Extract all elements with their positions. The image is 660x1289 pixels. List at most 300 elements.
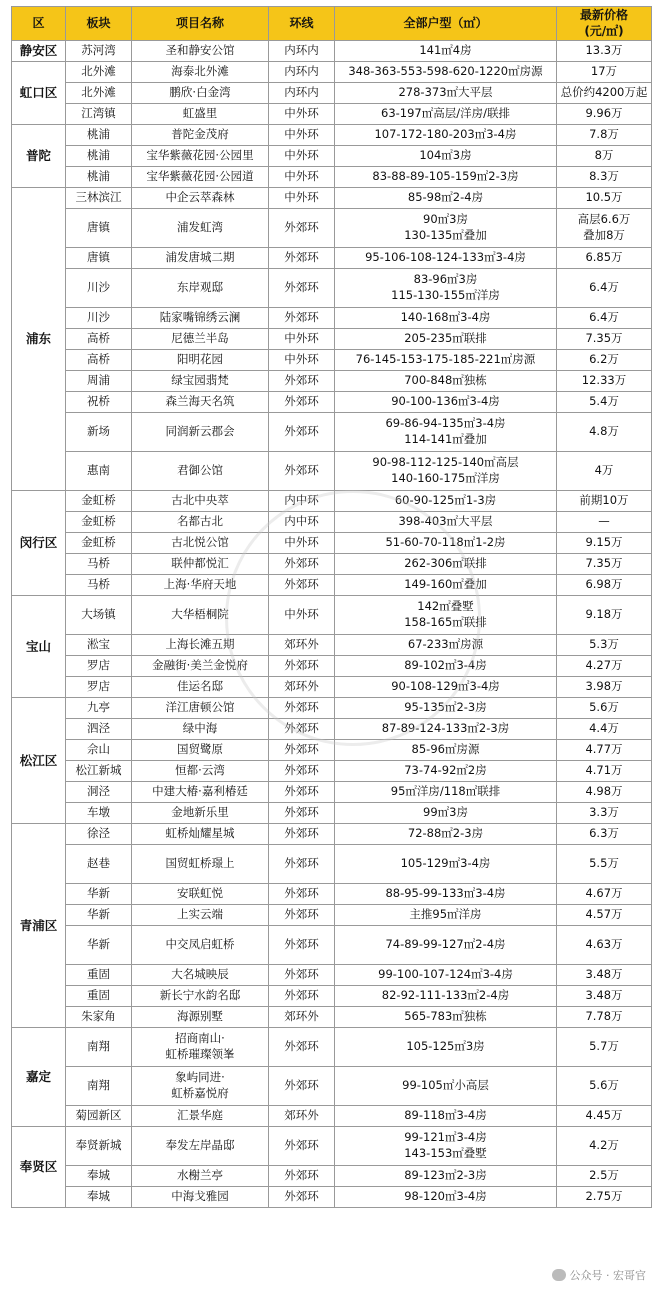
- project-cell: 佳运名邸: [132, 677, 269, 698]
- layout-cell: 83-96㎡3房 115-130-155㎡洋房: [335, 269, 557, 308]
- table-row: [12, 740, 652, 761]
- ring-cell: 内环内: [269, 62, 335, 83]
- project-cell: 海泰北外滩: [132, 62, 269, 83]
- price-cell: 4.4万: [557, 719, 652, 740]
- table-row: [12, 248, 652, 269]
- board-cell: 川沙: [66, 269, 132, 308]
- board-cell: 华新: [66, 884, 132, 905]
- price-cell: 8万: [557, 146, 652, 167]
- board-cell: 金虹桥: [66, 512, 132, 533]
- board-cell: 唐镇: [66, 209, 132, 248]
- project-cell: 水榭兰亭: [132, 1166, 269, 1187]
- table-row: [12, 125, 652, 146]
- board-cell: 周浦: [66, 371, 132, 392]
- layout-cell: 142㎡叠墅 158-165㎡联排: [335, 596, 557, 635]
- board-cell: 高桥: [66, 350, 132, 371]
- table-row: [12, 596, 652, 635]
- board-cell: 祝桥: [66, 392, 132, 413]
- board-cell: 南翔: [66, 1067, 132, 1106]
- price-cell: 4.8万: [557, 413, 652, 452]
- board-cell: 徐泾: [66, 824, 132, 845]
- table-row: [12, 1166, 652, 1187]
- layout-cell: 107-172-180-203㎡3-4房: [335, 125, 557, 146]
- price-cell: 4.63万: [557, 926, 652, 965]
- ring-cell: 外郊环: [269, 986, 335, 1007]
- layout-cell: 104㎡3房: [335, 146, 557, 167]
- header-price: 最新价格 (元/㎡): [557, 7, 652, 41]
- district-cell: 静安区: [12, 41, 66, 62]
- table-row: [12, 635, 652, 656]
- price-cell: 5.6万: [557, 1067, 652, 1106]
- layout-cell: 89-118㎡3-4房: [335, 1106, 557, 1127]
- price-cell: 6.2万: [557, 350, 652, 371]
- table-row: [12, 803, 652, 824]
- layout-cell: 74-89-99-127㎡2-4房: [335, 926, 557, 965]
- price-cell: 4.98万: [557, 782, 652, 803]
- project-cell: 浦发唐城二期: [132, 248, 269, 269]
- ring-cell: 外郊环: [269, 845, 335, 884]
- project-cell: 安联虹悦: [132, 884, 269, 905]
- layout-cell: 565-783㎡独栋: [335, 1007, 557, 1028]
- district-cell: 普陀: [12, 125, 66, 188]
- district-cell: 虹口区: [12, 62, 66, 125]
- price-cell: 3.48万: [557, 965, 652, 986]
- layout-cell: 73-74-92㎡2房: [335, 761, 557, 782]
- price-cell: 5.5万: [557, 845, 652, 884]
- table-row: [12, 371, 652, 392]
- ring-cell: 内环内: [269, 83, 335, 104]
- header-project: 项目名称: [132, 7, 269, 41]
- district-cell: 闵行区: [12, 491, 66, 596]
- table-row: [12, 884, 652, 905]
- project-cell: 上海·华府天地: [132, 575, 269, 596]
- price-cell: 总价约4200万起: [557, 83, 652, 104]
- ring-cell: 中外环: [269, 329, 335, 350]
- table-row: [12, 575, 652, 596]
- layout-cell: 105-129㎡3-4房: [335, 845, 557, 884]
- layout-cell: 348-363-553-598-620-1220㎡房源: [335, 62, 557, 83]
- table-row: [12, 1067, 652, 1106]
- price-cell: 5.3万: [557, 635, 652, 656]
- price-cell: 6.4万: [557, 269, 652, 308]
- layout-cell: 99-100-107-124㎡3-4房: [335, 965, 557, 986]
- ring-cell: 外郊环: [269, 719, 335, 740]
- layout-cell: 95㎡洋房/118㎡联排: [335, 782, 557, 803]
- table-row: [12, 782, 652, 803]
- board-cell: 江湾镇: [66, 104, 132, 125]
- ring-cell: 外郊环: [269, 554, 335, 575]
- ring-cell: 外郊环: [269, 452, 335, 491]
- price-cell: 4万: [557, 452, 652, 491]
- layout-cell: 85-98㎡2-4房: [335, 188, 557, 209]
- price-cell: 9.96万: [557, 104, 652, 125]
- table-row: [12, 1187, 652, 1208]
- layout-cell: 149-160㎡叠加: [335, 575, 557, 596]
- ring-cell: 中外环: [269, 167, 335, 188]
- layout-cell: 95-135㎡2-3房: [335, 698, 557, 719]
- board-cell: 佘山: [66, 740, 132, 761]
- project-cell: 洋江唐顿公馆: [132, 698, 269, 719]
- table-row: [12, 824, 652, 845]
- ring-cell: 外郊环: [269, 740, 335, 761]
- table-row: [12, 1106, 652, 1127]
- board-cell: 罗店: [66, 656, 132, 677]
- project-cell: 联仲都悦汇: [132, 554, 269, 575]
- table-row: [12, 146, 652, 167]
- price-cell: 3.3万: [557, 803, 652, 824]
- project-cell: 招商南山· 虹桥璀璨领峯: [132, 1028, 269, 1067]
- header-layout: 全部户型（㎡）: [335, 7, 557, 41]
- table-row: [12, 698, 652, 719]
- price-cell: 5.4万: [557, 392, 652, 413]
- layout-cell: 262-306㎡联排: [335, 554, 557, 575]
- ring-cell: 郊环外: [269, 635, 335, 656]
- layout-cell: 51-60-70-118㎡1-2房: [335, 533, 557, 554]
- price-cell: 4.45万: [557, 1106, 652, 1127]
- ring-cell: 外郊环: [269, 1067, 335, 1106]
- board-cell: 华新: [66, 926, 132, 965]
- price-cell: 前期10万: [557, 491, 652, 512]
- price-cell: 7.8万: [557, 125, 652, 146]
- table-row: [12, 452, 652, 491]
- board-cell: 北外滩: [66, 62, 132, 83]
- price-cell: 7.78万: [557, 1007, 652, 1028]
- table-row: [12, 656, 652, 677]
- project-cell: 森兰海天名筑: [132, 392, 269, 413]
- table-row: [12, 83, 652, 104]
- table-row: [12, 308, 652, 329]
- price-cell: 7.35万: [557, 329, 652, 350]
- project-cell: 中建大椿·嘉利椿廷: [132, 782, 269, 803]
- district-cell: 浦东: [12, 188, 66, 491]
- project-cell: 普陀金茂府: [132, 125, 269, 146]
- layout-cell: 90-98-112-125-140㎡高层 140-160-175㎡洋房: [335, 452, 557, 491]
- ring-cell: 郊环外: [269, 677, 335, 698]
- board-cell: 桃浦: [66, 167, 132, 188]
- project-cell: 金融街·美兰金悦府: [132, 656, 269, 677]
- board-cell: 苏河湾: [66, 41, 132, 62]
- header-row: [12, 7, 652, 41]
- board-cell: 高桥: [66, 329, 132, 350]
- board-cell: 新场: [66, 413, 132, 452]
- table-row: [12, 392, 652, 413]
- ring-cell: 外郊环: [269, 1166, 335, 1187]
- table-row: [12, 677, 652, 698]
- layout-cell: 99-121㎡3-4房 143-153㎡叠墅: [335, 1127, 557, 1166]
- price-cell: 4.71万: [557, 761, 652, 782]
- project-cell: 中企云萃森林: [132, 188, 269, 209]
- ring-cell: 外郊环: [269, 1187, 335, 1208]
- table-row: [12, 1127, 652, 1166]
- layout-cell: 69-86-94-135㎡3-4房 114-141㎡叠加: [335, 413, 557, 452]
- board-cell: 川沙: [66, 308, 132, 329]
- board-cell: 泗泾: [66, 719, 132, 740]
- header-ring: 环线: [269, 7, 335, 41]
- board-cell: 淞宝: [66, 635, 132, 656]
- ring-cell: 外郊环: [269, 656, 335, 677]
- table-row: [12, 104, 652, 125]
- ring-cell: 外郊环: [269, 308, 335, 329]
- footer-text: 公众号 · 宏哥官: [569, 1269, 646, 1282]
- project-cell: 奉发左岸晶邸: [132, 1127, 269, 1166]
- wechat-icon: [552, 1269, 566, 1281]
- ring-cell: 外郊环: [269, 209, 335, 248]
- ring-cell: 郊环外: [269, 1106, 335, 1127]
- project-cell: 汇景华庭: [132, 1106, 269, 1127]
- board-cell: 九亭: [66, 698, 132, 719]
- table-row: [12, 905, 652, 926]
- ring-cell: 内环内: [269, 41, 335, 62]
- price-cell: 4.77万: [557, 740, 652, 761]
- project-cell: 上海长滩五期: [132, 635, 269, 656]
- price-cell: 12.33万: [557, 371, 652, 392]
- project-cell: 宝华紫薇花园·公园里: [132, 146, 269, 167]
- board-cell: 重固: [66, 986, 132, 1007]
- layout-cell: 140-168㎡3-4房: [335, 308, 557, 329]
- project-cell: 恒都·云湾: [132, 761, 269, 782]
- table-row: [12, 965, 652, 986]
- ring-cell: 中外环: [269, 533, 335, 554]
- ring-cell: 外郊环: [269, 965, 335, 986]
- table-row: [12, 41, 652, 62]
- project-cell: 东岸观邸: [132, 269, 269, 308]
- district-cell: 嘉定: [12, 1028, 66, 1127]
- ring-cell: 外郊环: [269, 1028, 335, 1067]
- table-row: [12, 512, 652, 533]
- board-cell: 桃浦: [66, 146, 132, 167]
- ring-cell: 中外环: [269, 125, 335, 146]
- project-cell: 同润新云郡会: [132, 413, 269, 452]
- project-cell: 国贸虹桥璟上: [132, 845, 269, 884]
- table-row: [12, 350, 652, 371]
- table-row: [12, 1028, 652, 1067]
- table-row: [12, 167, 652, 188]
- board-cell: 重固: [66, 965, 132, 986]
- project-cell: 绿中海: [132, 719, 269, 740]
- footer-attribution: [552, 1267, 647, 1283]
- layout-cell: 60-90-125㎡1-3房: [335, 491, 557, 512]
- ring-cell: 外郊环: [269, 698, 335, 719]
- ring-cell: 内中环: [269, 491, 335, 512]
- layout-cell: 76-145-153-175-185-221㎡房源: [335, 350, 557, 371]
- board-cell: 罗店: [66, 677, 132, 698]
- board-cell: 车墩: [66, 803, 132, 824]
- board-cell: 三林滨江: [66, 188, 132, 209]
- layout-cell: 主推95㎡洋房: [335, 905, 557, 926]
- ring-cell: 外郊环: [269, 761, 335, 782]
- price-cell: 4.27万: [557, 656, 652, 677]
- ring-cell: 外郊环: [269, 1127, 335, 1166]
- price-cell: 5.6万: [557, 698, 652, 719]
- ring-cell: 内中环: [269, 512, 335, 533]
- project-cell: 上实云端: [132, 905, 269, 926]
- table-row: [12, 761, 652, 782]
- table-row: [12, 554, 652, 575]
- table-row: [12, 62, 652, 83]
- project-cell: 虹桥灿耀星城: [132, 824, 269, 845]
- ring-cell: 中外环: [269, 350, 335, 371]
- price-cell: 10.5万: [557, 188, 652, 209]
- project-cell: 中海戈雅园: [132, 1187, 269, 1208]
- price-cell: 5.7万: [557, 1028, 652, 1067]
- ring-cell: 外郊环: [269, 413, 335, 452]
- layout-cell: 89-123㎡2-3房: [335, 1166, 557, 1187]
- price-cell: 7.35万: [557, 554, 652, 575]
- layout-cell: 105-125㎡3房: [335, 1028, 557, 1067]
- ring-cell: 中外环: [269, 146, 335, 167]
- district-cell: 奉贤区: [12, 1127, 66, 1208]
- layout-cell: 398-403㎡大平层: [335, 512, 557, 533]
- price-cell: 4.57万: [557, 905, 652, 926]
- project-cell: 古北悦公馆: [132, 533, 269, 554]
- board-cell: 北外滩: [66, 83, 132, 104]
- project-cell: 中交凤启虹桥: [132, 926, 269, 965]
- price-cell: 2.5万: [557, 1166, 652, 1187]
- layout-cell: 87-89-124-133㎡2-3房: [335, 719, 557, 740]
- board-cell: 大场镇: [66, 596, 132, 635]
- price-cell: 4.67万: [557, 884, 652, 905]
- board-cell: 马桥: [66, 575, 132, 596]
- price-cell: 9.18万: [557, 596, 652, 635]
- price-cell: 6.3万: [557, 824, 652, 845]
- board-cell: 唐镇: [66, 248, 132, 269]
- project-cell: 象屿同进· 虹桥嘉悦府: [132, 1067, 269, 1106]
- ring-cell: 外郊环: [269, 371, 335, 392]
- price-cell: 3.98万: [557, 677, 652, 698]
- layout-cell: 99-105㎡小高层: [335, 1067, 557, 1106]
- project-cell: 古北中央萃: [132, 491, 269, 512]
- district-cell: 宝山: [12, 596, 66, 698]
- layout-cell: 98-120㎡3-4房: [335, 1187, 557, 1208]
- price-cell: 6.98万: [557, 575, 652, 596]
- price-cell: —: [557, 512, 652, 533]
- ring-cell: 外郊环: [269, 884, 335, 905]
- table-row: [12, 926, 652, 965]
- project-cell: 君御公馆: [132, 452, 269, 491]
- ring-cell: 中外环: [269, 596, 335, 635]
- board-cell: 金虹桥: [66, 533, 132, 554]
- project-cell: 海源别墅: [132, 1007, 269, 1028]
- ring-cell: 外郊环: [269, 248, 335, 269]
- layout-cell: 95-106-108-124-133㎡3-4房: [335, 248, 557, 269]
- table-row: [12, 209, 652, 248]
- layout-cell: 88-95-99-133㎡3-4房: [335, 884, 557, 905]
- ring-cell: 外郊环: [269, 392, 335, 413]
- project-cell: 尼德兰半岛: [132, 329, 269, 350]
- project-cell: 陆家嘴锦绣云澜: [132, 308, 269, 329]
- housing-price-table: [11, 6, 652, 1208]
- price-cell: 13.3万: [557, 41, 652, 62]
- board-cell: 华新: [66, 905, 132, 926]
- layout-cell: 72-88㎡2-3房: [335, 824, 557, 845]
- project-cell: 新长宁水韵名邸: [132, 986, 269, 1007]
- price-cell: 3.48万: [557, 986, 652, 1007]
- price-cell: 4.2万: [557, 1127, 652, 1166]
- layout-cell: 89-102㎡3-4房: [335, 656, 557, 677]
- district-cell: 青浦区: [12, 824, 66, 1028]
- board-cell: 奉贤新城: [66, 1127, 132, 1166]
- project-cell: 大华梧桐院: [132, 596, 269, 635]
- price-cell: 高层6.6万 叠加8万: [557, 209, 652, 248]
- layout-cell: 83-88-89-105-159㎡2-3房: [335, 167, 557, 188]
- price-cell: 2.75万: [557, 1187, 652, 1208]
- project-cell: 大名城映辰: [132, 965, 269, 986]
- layout-cell: 90㎡3房 130-135㎡叠加: [335, 209, 557, 248]
- project-cell: 鹏欣·白金湾: [132, 83, 269, 104]
- project-cell: 国贸鹭原: [132, 740, 269, 761]
- table-row: [12, 719, 652, 740]
- board-cell: 奉城: [66, 1166, 132, 1187]
- layout-cell: 85-96㎡房源: [335, 740, 557, 761]
- project-cell: 名都古北: [132, 512, 269, 533]
- project-cell: 圣和静安公馆: [132, 41, 269, 62]
- project-cell: 虹盛里: [132, 104, 269, 125]
- board-cell: 桃浦: [66, 125, 132, 146]
- project-cell: 金地新乐里: [132, 803, 269, 824]
- board-cell: 朱家角: [66, 1007, 132, 1028]
- ring-cell: 外郊环: [269, 782, 335, 803]
- layout-cell: 141㎡4房: [335, 41, 557, 62]
- layout-cell: 63-197㎡高层/洋房/联排: [335, 104, 557, 125]
- board-cell: 菊园新区: [66, 1106, 132, 1127]
- layout-cell: 90-100-136㎡3-4房: [335, 392, 557, 413]
- layout-cell: 82-92-111-133㎡2-4房: [335, 986, 557, 1007]
- table-body: [12, 41, 652, 1208]
- layout-cell: 99㎡3房: [335, 803, 557, 824]
- price-cell: 6.4万: [557, 308, 652, 329]
- header-district: 区: [12, 7, 66, 41]
- ring-cell: 外郊环: [269, 269, 335, 308]
- board-cell: 南翔: [66, 1028, 132, 1067]
- price-cell: 9.15万: [557, 533, 652, 554]
- board-cell: 赵巷: [66, 845, 132, 884]
- layout-cell: 90-108-129㎡3-4房: [335, 677, 557, 698]
- table-row: [12, 269, 652, 308]
- ring-cell: 外郊环: [269, 905, 335, 926]
- table-row: [12, 1007, 652, 1028]
- ring-cell: 中外环: [269, 188, 335, 209]
- header-board: 板块: [66, 7, 132, 41]
- table-row: [12, 845, 652, 884]
- project-cell: 绿宝园翡梵: [132, 371, 269, 392]
- ring-cell: 外郊环: [269, 926, 335, 965]
- ring-cell: 外郊环: [269, 803, 335, 824]
- project-cell: 阳明花园: [132, 350, 269, 371]
- ring-cell: 中外环: [269, 104, 335, 125]
- ring-cell: 外郊环: [269, 824, 335, 845]
- table-row: [12, 188, 652, 209]
- board-cell: 松江新城: [66, 761, 132, 782]
- table-row: [12, 413, 652, 452]
- table-row: [12, 986, 652, 1007]
- layout-cell: 278-373㎡大平层: [335, 83, 557, 104]
- project-cell: 浦发虹湾: [132, 209, 269, 248]
- ring-cell: 外郊环: [269, 575, 335, 596]
- price-cell: 8.3万: [557, 167, 652, 188]
- table-row: [12, 329, 652, 350]
- price-cell: 17万: [557, 62, 652, 83]
- project-cell: 宝华紫薇花园·公园道: [132, 167, 269, 188]
- board-cell: 洞泾: [66, 782, 132, 803]
- board-cell: 金虹桥: [66, 491, 132, 512]
- board-cell: 奉城: [66, 1187, 132, 1208]
- layout-cell: 205-235㎡联排: [335, 329, 557, 350]
- price-cell: 6.85万: [557, 248, 652, 269]
- table-row: [12, 491, 652, 512]
- table-row: [12, 533, 652, 554]
- layout-cell: 67-233㎡房源: [335, 635, 557, 656]
- board-cell: 惠南: [66, 452, 132, 491]
